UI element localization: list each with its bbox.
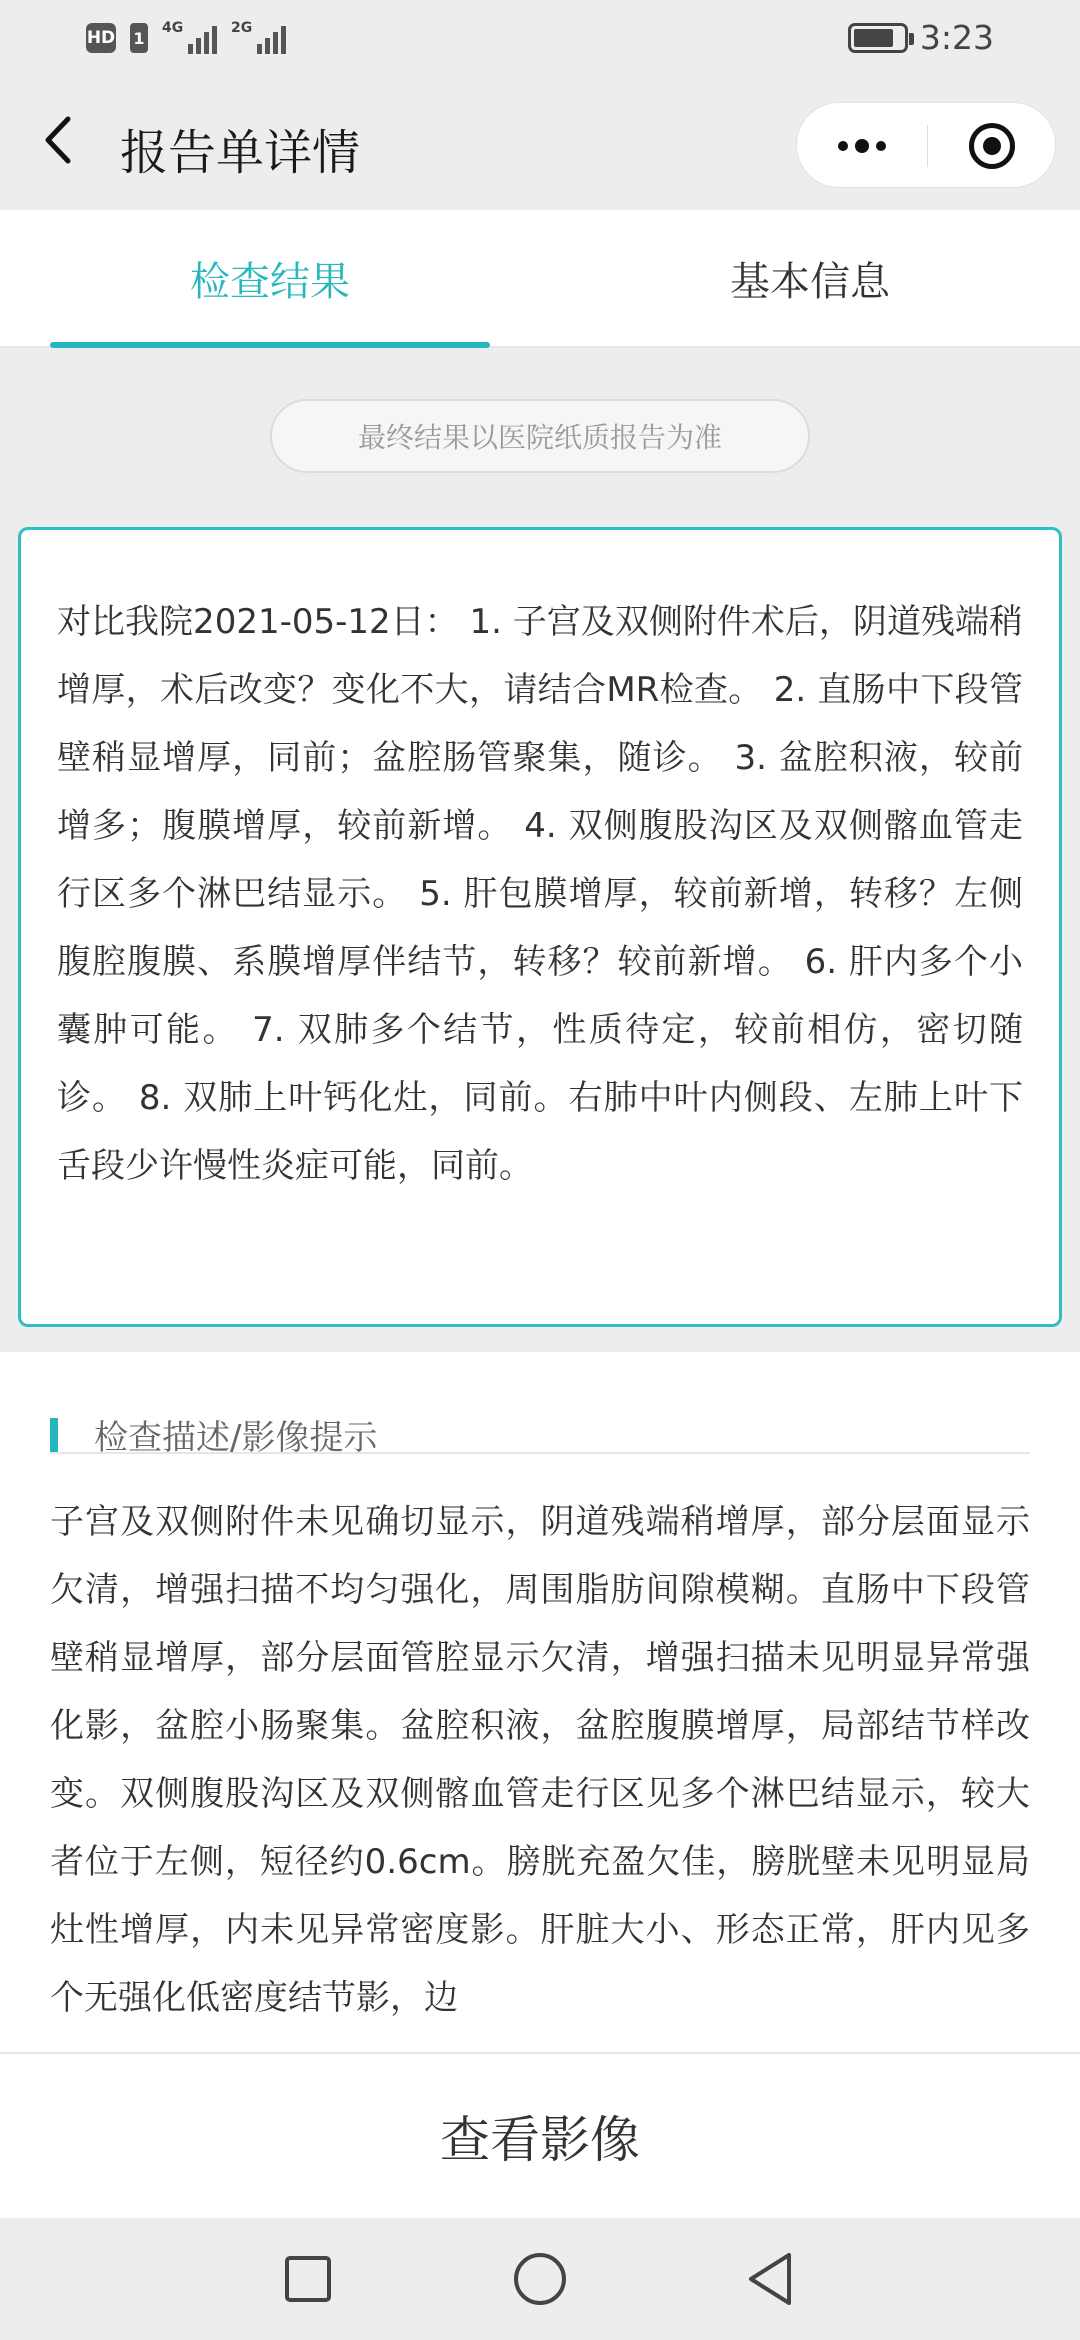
sim-badge: 1 (130, 23, 148, 53)
hd-badge: HD (86, 23, 116, 53)
signal-4g-icon (162, 22, 217, 54)
result-card (18, 527, 1062, 1327)
description-section (0, 1352, 1080, 2052)
network-type-1: 4G (162, 20, 184, 36)
result-text: 对比我院2021-05-12日： 1. 子宫及双侧附件术后，阴道残端稍增厚，术后改变？变化不大，请结合MR检查。 2. 直肠中下段管壁稍显增厚，同前；盆腔肠管聚集，随诊。 3. 盆腔积液，较前增多；腹膜增厚，较前新增。 4. 双侧腹股沟区及双侧髂血管走行区多个淋巴结显示。 5. 肝包膜增厚，较前新增，转移？左侧腹腔腹膜、系膜增厚伴结节，转移？较前新增。 6. 肝内多个小囊肿可能。 7. 双肺多个结节，性质待定，较前相仿，密切随诊。 8. 双肺上叶钙化灶，同前。右肺中叶内侧段、左肺上叶下舌段少许慢性炎症可能，同前。 (57, 602, 1023, 1186)
signal-2g-icon (231, 22, 286, 54)
system-nav-bar (0, 2218, 1080, 2340)
nav-bar (0, 80, 1080, 210)
close-mini-program-button[interactable] (927, 103, 1057, 189)
more-dots-icon (838, 141, 848, 151)
more-button[interactable] (797, 103, 927, 189)
description-title: 检查描述/影像提示 (94, 1418, 378, 1458)
mini-program-capsule (796, 102, 1056, 188)
triangle-back-icon (745, 2251, 795, 2307)
battery-icon (848, 23, 908, 53)
bottom-action-bar (0, 2052, 1080, 2218)
view-images-button[interactable]: 查看影像 (440, 2111, 640, 2169)
system-back-button[interactable] (735, 2246, 805, 2312)
description-header (50, 1382, 1030, 1458)
square-icon (283, 2254, 333, 2304)
status-right (848, 18, 994, 57)
status-left (86, 22, 286, 54)
chevron-left-icon (44, 115, 74, 165)
tab-bar (0, 210, 1080, 348)
notice-pill: 最终结果以医院纸质报告为准 (270, 399, 810, 473)
network-type-2: 2G (231, 20, 253, 36)
active-tab-indicator (50, 342, 490, 348)
status-time: 3:23 (919, 18, 994, 57)
recent-apps-button[interactable] (273, 2246, 343, 2312)
tab-basic-info[interactable]: 基本信息 (730, 258, 890, 305)
status-bar (0, 0, 1080, 80)
circle-icon (512, 2251, 568, 2307)
back-button[interactable] (34, 110, 84, 170)
tab-results[interactable]: 检查结果 (190, 258, 350, 305)
home-button[interactable] (505, 2246, 575, 2312)
target-circle-icon (969, 123, 1015, 169)
description-text: 子宫及双侧附件未见确切显示，阴道残端稍增厚，部分层面显示欠清，增强扫描不均匀强化，周围脂肪间隙模糊。直肠中下段管壁稍显增厚，部分层面管腔显示欠清，增强扫描未见明显异常强化影，盆腔小肠聚集。盆腔积液，盆腔腹膜增厚，局部结节样改变。双侧腹股沟区及双侧髂血管走行区见多个淋巴结显示，较大者位于左侧，短径约0.6cm。膀胱充盈欠佳，膀胱壁未见明显局灶性增厚，内未见异常密度影。肝脏大小、形态正常，肝内见多个无强化低密度结节影，边 (50, 1502, 1030, 2018)
page-title: 报告单详情 (120, 125, 361, 181)
section-accent-bar (50, 1418, 58, 1452)
